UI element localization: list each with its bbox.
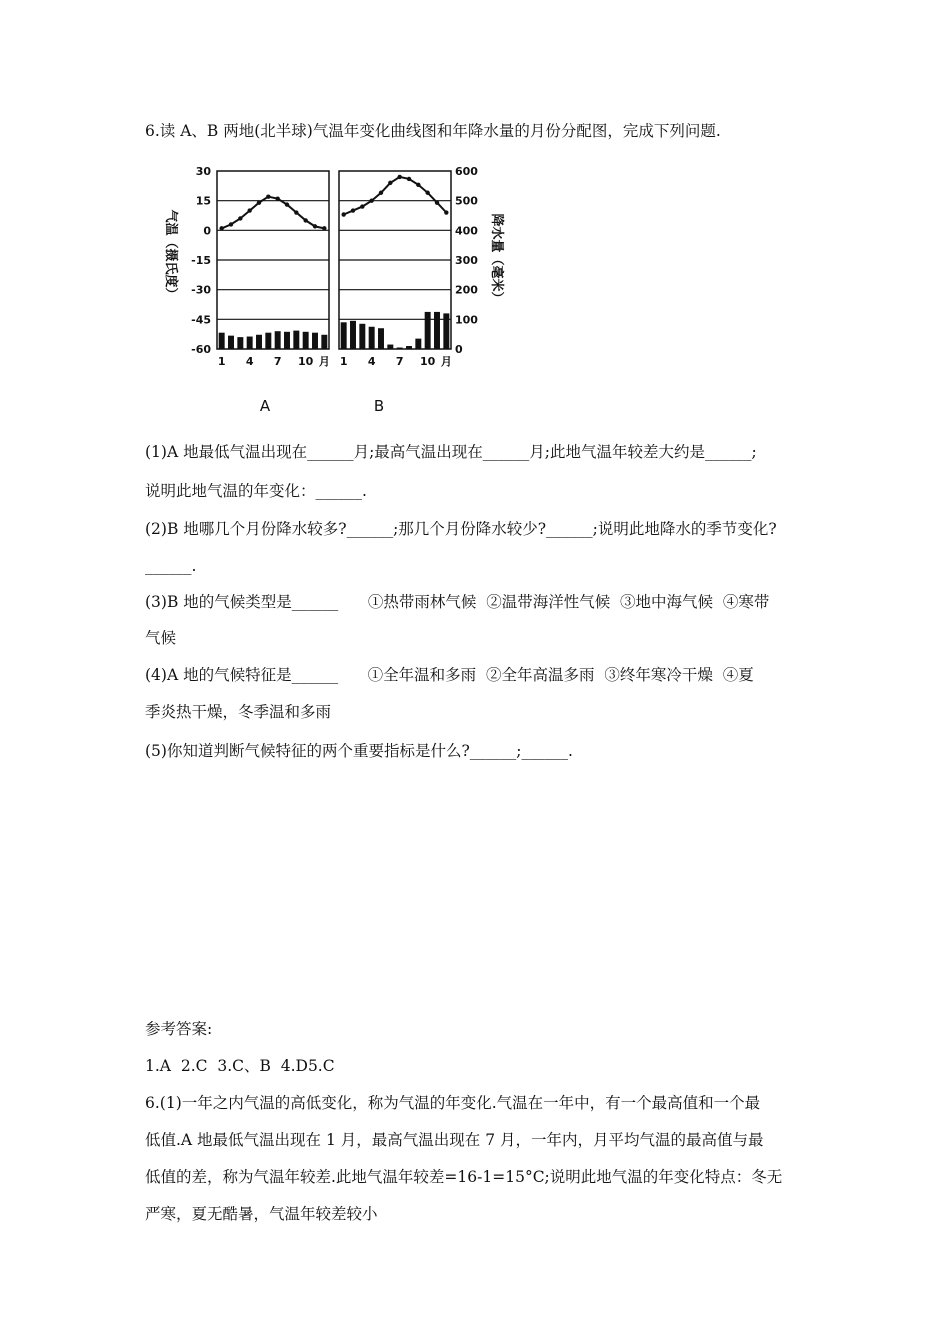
precip-bar (415, 339, 421, 349)
precip-bar (443, 313, 449, 349)
temperature-point (388, 181, 392, 185)
precip-bar (369, 327, 375, 349)
x-unit-label: 月 (440, 355, 452, 368)
left-tick-label: -15 (191, 254, 211, 267)
x-unit-label: 月 (318, 355, 330, 368)
temperature-point (229, 222, 233, 226)
x-tick-label: 4 (367, 355, 376, 368)
right-tick-label: 600 (455, 165, 478, 178)
precip-bar (247, 337, 253, 349)
panel-label-b: B (373, 397, 385, 415)
x-tick-label: 10 (298, 355, 314, 368)
temperature-point (397, 175, 401, 179)
temperature-point (435, 200, 439, 204)
left-tick-label: 0 (203, 224, 211, 238)
panel-label-a: A (259, 397, 271, 415)
temperature-point (238, 216, 242, 220)
panel-b (339, 171, 451, 349)
x-tick-label: 7 (273, 355, 282, 368)
answer-line-4: 严寒，夏无酷暑，气温年较差较小 (145, 1205, 378, 1223)
temperature-line (222, 197, 325, 229)
temperature-point (285, 202, 289, 206)
answer-line-1: 6.(1)一年之内气温的高低变化，称为气温的年变化.气温在一年中，有一个最高值和一个最 (145, 1094, 761, 1112)
precip-bar (397, 348, 403, 349)
temperature-point (275, 196, 279, 200)
temperature-point (425, 191, 429, 195)
right-tick-label: 0 (455, 343, 463, 356)
temperature-point (247, 208, 251, 212)
question-line-4: ______. (145, 557, 197, 575)
precip-bar (321, 335, 327, 349)
precip-bar (275, 331, 281, 349)
x-axis-ticks (218, 355, 452, 368)
temperature-point (313, 224, 317, 228)
temperature-point (257, 200, 261, 204)
temperature-point (341, 212, 345, 216)
precip-bar (406, 346, 412, 349)
x-tick-label: 7 (395, 355, 404, 368)
question-line-9: (5)你知道判断气候特征的两个重要指标是什么?______;______. (145, 742, 573, 760)
precip-bar (350, 321, 356, 349)
panel-a (217, 171, 329, 349)
right-axis-title: 降水量（毫米） (489, 213, 504, 305)
x-tick-label: 1 (339, 355, 348, 368)
question-line-6: 气候 (145, 629, 177, 647)
x-tick-label: 1 (217, 355, 226, 368)
precip-bar (228, 336, 234, 349)
precip-bar (219, 333, 225, 349)
precip-bar (256, 335, 262, 349)
temperature-point (369, 198, 373, 202)
answer-line-2: 低值.A 地最低气温出现在 1 月，最高气温出现在 7 月，一年内，月平均气温的最高值与最 (145, 1131, 764, 1149)
x-tick-label: 4 (245, 355, 254, 368)
precip-bar (378, 328, 384, 349)
temperature-point (266, 195, 270, 199)
question-line-7: (4)A 地的气候特征是______ ①全年温和多雨 ②全年高温多雨 ③终年寒冷干燥 ④夏 (145, 666, 754, 684)
question-line-5: (3)B 地的气候类型是______ ①热带雨林气候 ②温带海洋性气候 ③地中海气候 ④寒带 (145, 593, 770, 611)
temperature-point (351, 208, 355, 212)
precip-bar (434, 312, 440, 349)
precip-bar (425, 312, 431, 349)
temperature-line (344, 177, 447, 215)
left-axis-title: 气温（摄氏度） (163, 209, 178, 301)
temperature-point (444, 210, 448, 214)
temperature-point (360, 204, 364, 208)
question-line-2: 说明此地气温的年变化：______. (145, 482, 367, 500)
precip-bar (359, 324, 365, 349)
right-tick-label: 400 (455, 224, 478, 238)
precip-bar (265, 333, 271, 349)
right-tick-label: 500 (455, 194, 478, 208)
precip-bar (237, 337, 243, 349)
temperature-point (303, 218, 307, 222)
left-tick-label: -45 (191, 313, 211, 327)
right-tick-label: 200 (455, 283, 478, 297)
question-intro: 6.读 A、B 两地(北半球)气温年变化曲线图和年降水量的月份分配图，完成下列问题. (145, 122, 721, 140)
precip-bar (387, 345, 393, 349)
precip-bar (284, 332, 290, 349)
question-line-1: (1)A 地最低气温出现在______月;最高气温出现在______月;此地气温年较差大约是______; (145, 443, 757, 461)
precip-bar (303, 332, 309, 349)
left-tick-label: -60 (191, 343, 211, 356)
x-tick-label: 10 (420, 355, 436, 368)
right-tick-label: 300 (455, 254, 478, 267)
answer-line-choices: 1.A 2.C 3.C、B 4.D5.C (145, 1057, 335, 1075)
temperature-point (219, 226, 223, 230)
temperature-point (322, 226, 326, 230)
precip-bar (293, 331, 299, 349)
precip-bar (341, 322, 347, 349)
left-tick-label: 30 (195, 165, 211, 178)
left-tick-label: -30 (191, 283, 211, 297)
answer-line-3: 低值的差，称为气温年较差.此地气温年较差=16-1=15°C;说明此地气温的年变化特点：冬无 (145, 1168, 783, 1186)
right-axis-ticks (455, 165, 478, 356)
question-line-8: 季炎热干燥，冬季温和多雨 (145, 703, 332, 721)
temperature-point (379, 191, 383, 195)
temperature-point (294, 210, 298, 214)
temperature-point (416, 183, 420, 187)
question-line-3: (2)B 地哪几个月份降水较多?______;那几个月份降水较少?______;说明此地降水的季节变化? (145, 520, 777, 538)
left-tick-label: 15 (195, 194, 211, 208)
precip-bar (312, 333, 318, 349)
left-axis-ticks (191, 165, 211, 356)
answer-heading: 参考答案: (145, 1020, 213, 1038)
climate-chart (155, 155, 505, 425)
right-tick-label: 100 (455, 313, 478, 327)
temperature-point (407, 177, 411, 181)
